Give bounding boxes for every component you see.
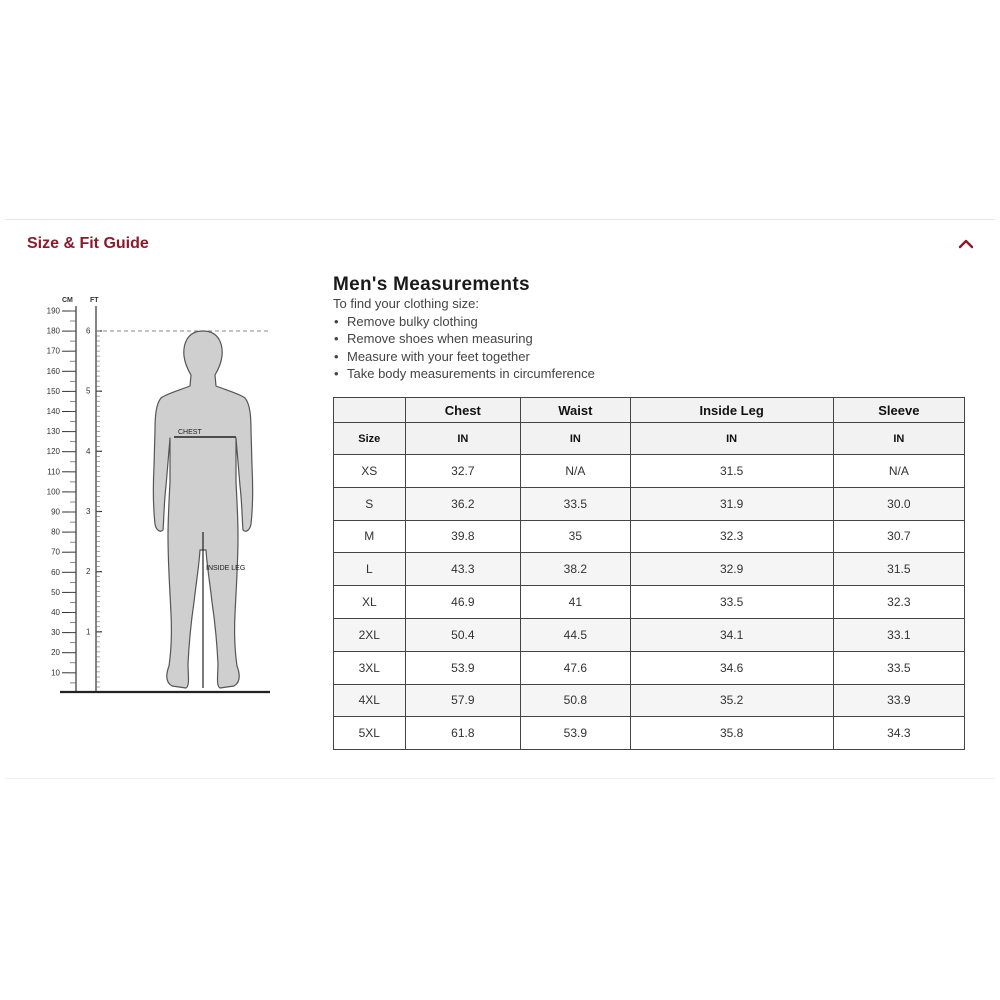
cm-tick-label: 160 <box>46 366 60 376</box>
inside-leg-cell: 32.9 <box>630 553 833 586</box>
size-cell: XL <box>334 586 406 619</box>
table-row <box>334 553 965 586</box>
inside-leg-cell: 34.6 <box>630 651 833 684</box>
chest-cell: 39.8 <box>405 520 520 553</box>
size-chart-table <box>333 397 965 750</box>
column-header-size: Size <box>334 423 406 455</box>
waist-cell: 50.8 <box>521 684 631 717</box>
size-cell: 4XL <box>334 684 406 717</box>
sleeve-cell: 30.7 <box>833 520 964 553</box>
size-guide-title[interactable]: Size & Fit Guide <box>27 235 149 252</box>
size-cell: S <box>334 487 406 520</box>
cm-tick-label: 150 <box>46 386 60 396</box>
tip-item: • Measure with your feet together <box>333 348 595 365</box>
chest-cell: 32.7 <box>405 455 520 488</box>
size-cell: 2XL <box>334 618 406 651</box>
sleeve-cell: N/A <box>833 455 964 488</box>
cm-tick-label: 20 <box>51 648 60 658</box>
inside-leg-label: INSIDE LEG <box>206 565 246 572</box>
cm-tick-label: 120 <box>46 447 60 457</box>
sleeve-cell: 34.3 <box>833 717 964 750</box>
measurements-title: Men's Measurements <box>333 274 530 295</box>
column-header-waist: Waist <box>521 398 631 423</box>
ft-tick-label: 6 <box>86 326 91 336</box>
size-cell: M <box>334 520 406 553</box>
inside-leg-cell: 34.1 <box>630 618 833 651</box>
column-header-chest: Chest <box>405 398 520 423</box>
waist-cell: 44.5 <box>521 618 631 651</box>
measuring-tips-list <box>333 313 595 382</box>
inside-leg-cell: 32.3 <box>630 520 833 553</box>
ft-tick-label: 3 <box>86 507 91 516</box>
tip-item: • Remove bulky clothing <box>333 313 595 330</box>
table-row <box>334 487 965 520</box>
table-row <box>334 651 965 684</box>
sleeve-cell: 31.5 <box>833 553 964 586</box>
size-cell: XS <box>334 455 406 488</box>
table-row <box>334 520 965 553</box>
unit-label: IN <box>833 423 964 455</box>
unit-label: IN <box>630 423 833 455</box>
panel-bottom-divider <box>5 778 995 779</box>
table-row <box>334 717 965 750</box>
table-header-row <box>334 398 965 423</box>
sleeve-cell: 33.9 <box>833 684 964 717</box>
chest-cell: 43.3 <box>405 553 520 586</box>
cm-tick-label: 30 <box>51 628 60 638</box>
chest-cell: 57.9 <box>405 684 520 717</box>
column-header-inside-leg: Inside Leg <box>630 398 833 423</box>
cm-tick-label: 140 <box>46 407 60 416</box>
ft-tick-label: 1 <box>86 627 91 637</box>
measurements-intro: To find your clothing size: <box>333 296 479 311</box>
cm-tick-label: 180 <box>46 326 60 336</box>
waist-cell: N/A <box>521 455 631 488</box>
ft-tick-label: 2 <box>86 567 91 577</box>
waist-cell: 35 <box>521 520 631 553</box>
cm-tick-label: 60 <box>51 567 60 577</box>
size-cell: L <box>334 553 406 586</box>
waist-cell: 33.5 <box>521 487 631 520</box>
sleeve-cell: 32.3 <box>833 586 964 619</box>
column-header-sleeve: Sleeve <box>833 398 964 423</box>
waist-cell: 38.2 <box>521 553 631 586</box>
inside-leg-cell: 31.5 <box>630 455 833 488</box>
inside-leg-cell: 35.2 <box>630 684 833 717</box>
table-row <box>334 684 965 717</box>
collapse-toggle-button[interactable] <box>956 236 976 252</box>
ft-unit-label: FT <box>90 297 99 304</box>
inside-leg-cell: 33.5 <box>630 586 833 619</box>
chest-label: CHEST <box>178 429 202 436</box>
cm-tick-label: 80 <box>51 527 60 537</box>
tip-item: • Remove shoes when measuring <box>333 330 595 347</box>
header-empty-cell <box>334 398 406 423</box>
cm-tick-label: 70 <box>51 547 60 557</box>
inside-leg-cell: 31.9 <box>630 487 833 520</box>
cm-tick-label: 130 <box>46 427 60 437</box>
cm-tick-label: 100 <box>46 487 60 497</box>
chest-cell: 53.9 <box>405 651 520 684</box>
waist-cell: 41 <box>521 586 631 619</box>
sleeve-cell: 33.1 <box>833 618 964 651</box>
unit-label: IN <box>521 423 631 455</box>
body-measurement-figure <box>40 288 290 708</box>
inside-leg-cell: 35.8 <box>630 717 833 750</box>
table-row <box>334 455 965 488</box>
cm-tick-label: 170 <box>46 346 60 356</box>
cm-tick-label: 190 <box>46 306 60 316</box>
ft-tick-label: 4 <box>86 446 91 456</box>
chevron-up-icon <box>956 236 976 252</box>
chest-cell: 36.2 <box>405 487 520 520</box>
chest-cell: 46.9 <box>405 586 520 619</box>
cm-tick-label: 50 <box>51 587 60 597</box>
size-cell: 5XL <box>334 717 406 750</box>
sleeve-cell: 33.5 <box>833 651 964 684</box>
chest-cell: 61.8 <box>405 717 520 750</box>
table-row <box>334 618 965 651</box>
unit-label: IN <box>405 423 520 455</box>
ft-tick-label: 5 <box>86 386 91 396</box>
chest-cell: 50.4 <box>405 618 520 651</box>
cm-tick-label: 40 <box>51 608 60 617</box>
waist-cell: 47.6 <box>521 651 631 684</box>
cm-unit-label: CM <box>62 297 73 304</box>
cm-tick-label: 110 <box>47 467 60 477</box>
sleeve-cell: 30.0 <box>833 487 964 520</box>
table-units-row <box>334 423 965 455</box>
waist-cell: 53.9 <box>521 717 631 750</box>
size-cell: 3XL <box>334 651 406 684</box>
cm-tick-label: 90 <box>51 507 60 517</box>
tip-item: • Take body measurements in circumference <box>333 365 595 382</box>
table-row <box>334 586 965 619</box>
cm-tick-label: 10 <box>51 668 60 678</box>
